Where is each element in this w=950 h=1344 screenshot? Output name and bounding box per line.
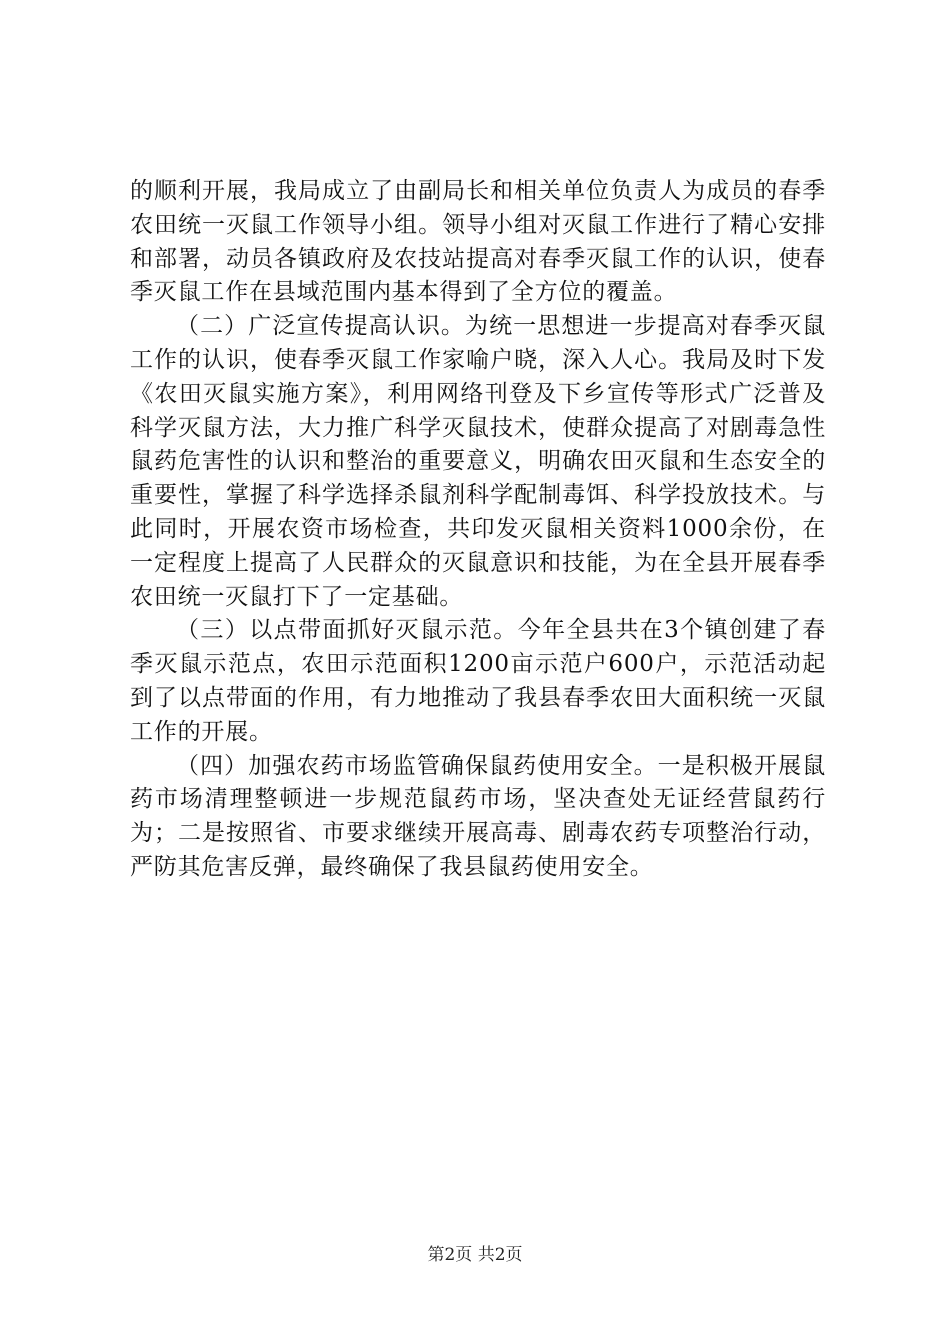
paragraph-section-2: （二）广泛宣传提高认识。为统一思想进一步提高对春季灭鼠工作的认识，使春季灭鼠工作家喻户晓，深入人心。我局及时下发《农田灭鼠实施方案》，利用网络刊登及下乡宣传等形式广泛普及科学灭鼠方法，大力推广科学灭鼠技术，使群众提高了对剧毒急性鼠药危害性的认识和整治的重要意义，明确农田灭鼠和生态安全的重要性，掌握了科学选择杀鼠剂科学配制毒饵、科学投放技术。与此同时，开展农资市场检查，共印发灭鼠相关资料1000余份，在一定程度上提高了人民群众的灭鼠意识和技能，为在全县开展春季农田统一灭鼠打下了一定基础。 [130, 313, 826, 610]
paragraph-section-3: （三）以点带面抓好灭鼠示范。今年全县共在3个镇创建了春季灭鼠示范点，农田示范面积1200亩示范户600户，示范活动起到了以点带面的作用，有力地推动了我县春季农田大面积统一灭鼠工作的开展。 [130, 617, 826, 745]
page-number-footer: 第2页 共2页 [427, 1245, 523, 1265]
paragraph-section-4: （四）加强农药市场监管确保鼠药使用安全。一是积极开展鼠药市场清理整顿进一步规范鼠药市场，坚决查处无证经营鼠药行为；二是按照省、市要求继续开展高毒、剧毒农药专项整治行动，严防其危害反弹，最终确保了我县鼠药使用安全。 [130, 752, 826, 880]
paragraph-continuation: 的顺利开展，我局成立了由副局长和相关单位负责人为成员的春季农田统一灭鼠工作领导小组。领导小组对灭鼠工作进行了精心安排和部署，动员各镇政府及农技站提高对春季灭鼠工作的认识，使春季灭鼠工作在县域范围内基本得到了全方位的覆盖。 [130, 178, 826, 306]
document-body [130, 175, 826, 885]
